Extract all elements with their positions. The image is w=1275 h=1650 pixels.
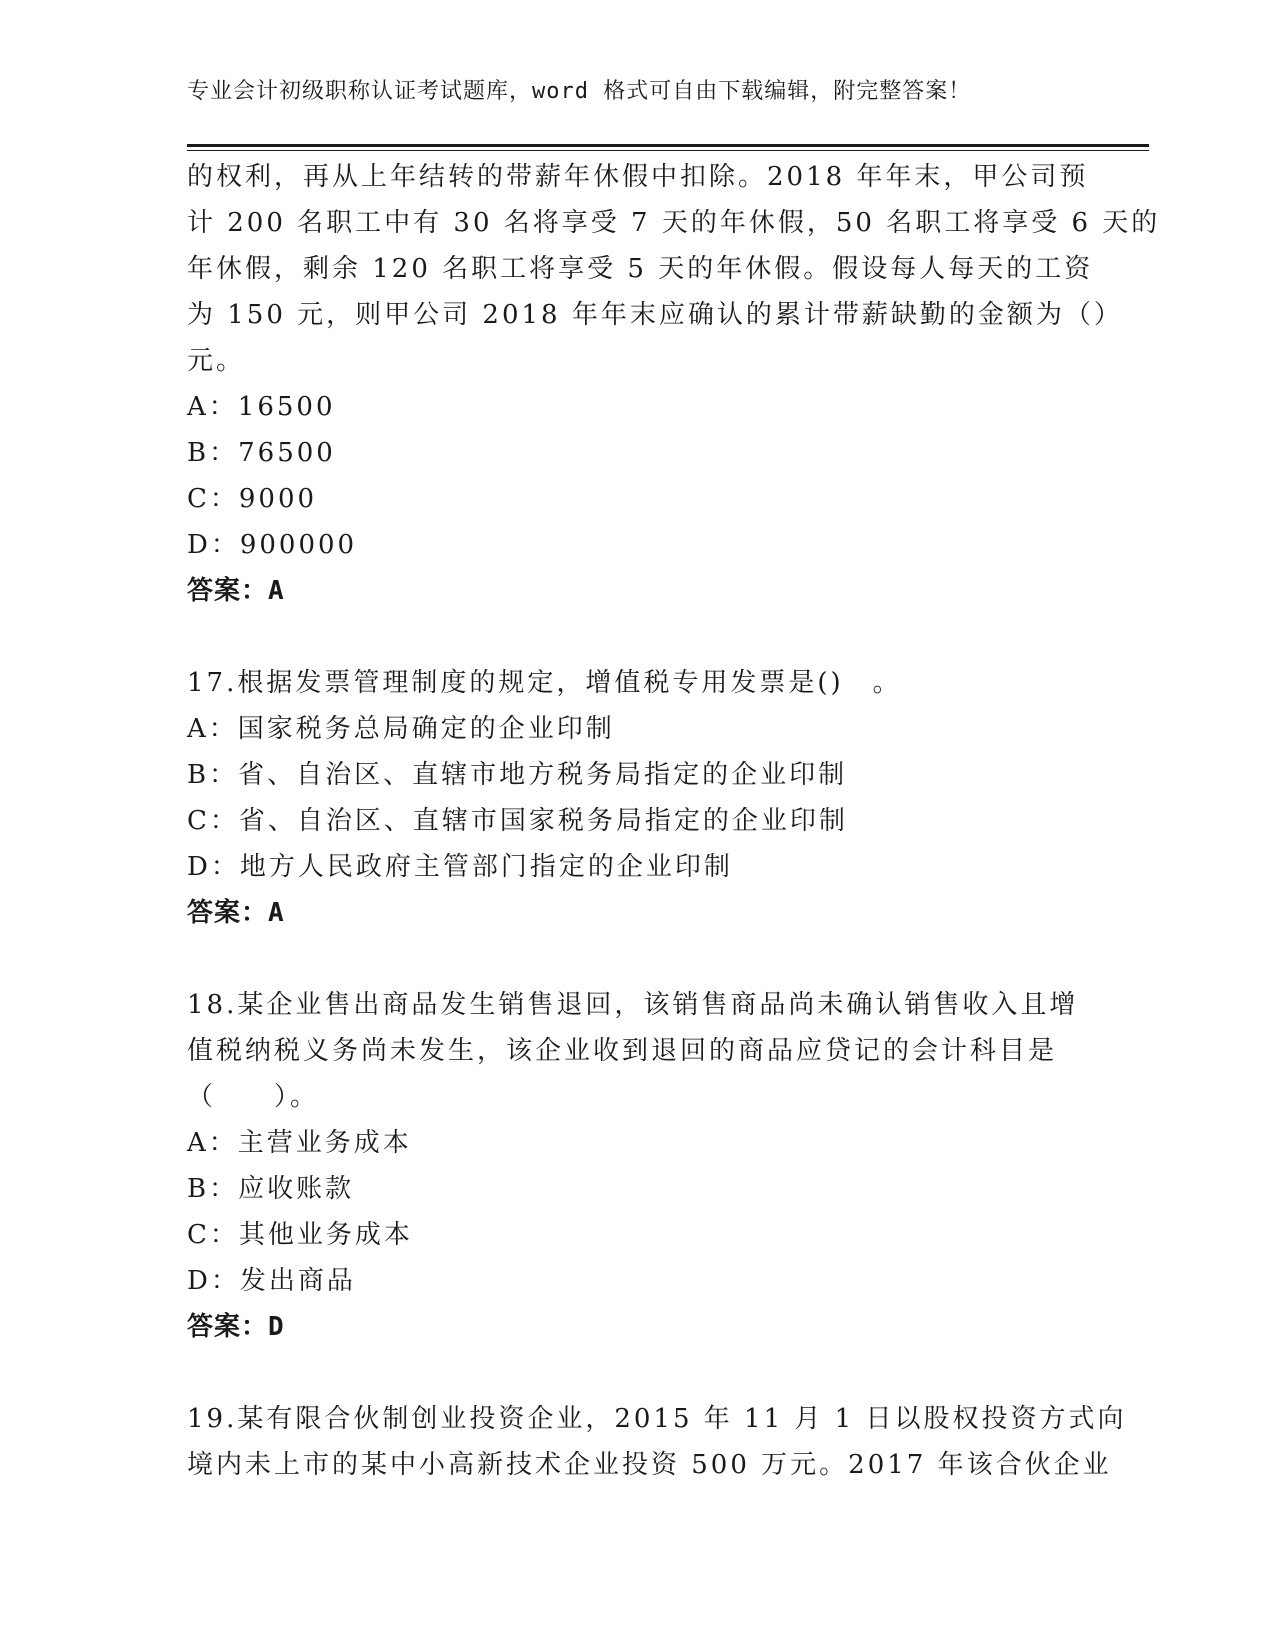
question-18 [187, 982, 1087, 1350]
spacer [187, 614, 1087, 660]
option-a: A：国家税务总局确定的企业印制 [187, 714, 615, 744]
question-text-line: 元。 [187, 346, 246, 376]
question-text-line: 18.某企业售出商品发生销售退回，该销售商品尚未确认销售收入且增 [187, 990, 1079, 1020]
question-text-line: 值税纳税义务尚未发生，该企业收到退回的商品应贷记的会计科目是 [187, 1036, 1058, 1066]
question-text-line: 计 200 名职工中有 30 名将享受 7 天的年休假，50 名职工将享受 6 天的 [187, 208, 1161, 238]
question-text-line: 境内未上市的某中小高新技术企业投资 500 万元。2017 年该合伙企业 [187, 1450, 1112, 1480]
spacer [187, 1350, 1087, 1396]
question-text-line: （ ）。 [187, 1082, 320, 1112]
header-rule-thin [187, 150, 1149, 151]
question-16 [187, 154, 1161, 614]
question-19 [187, 1396, 1127, 1488]
option-d: D：地方人民政府主管部门指定的企业印制 [187, 852, 733, 882]
option-c: C：省、自治区、直辖市国家税务局指定的企业印制 [187, 806, 848, 836]
answer-label: 答案：A [187, 576, 285, 606]
document-content [187, 154, 1161, 1488]
answer-label: 答案：D [187, 1312, 285, 1342]
answer-label: 答案：A [187, 898, 285, 928]
option-b: B：省、自治区、直辖市地方税务局指定的企业印制 [187, 760, 848, 790]
page-header: 专业会计初级职称认证考试题库，word 格式可自由下载编辑，附完整答案！ [187, 79, 972, 104]
option-d: D：900000 [187, 530, 358, 560]
question-17 [187, 660, 1087, 936]
question-text-line: 为 150 元，则甲公司 2018 年年末应确认的累计带薪缺勤的金额为（） [187, 300, 1123, 330]
option-d: D：发出商品 [187, 1266, 356, 1296]
option-b: B：应收账款 [187, 1174, 355, 1204]
header-rule-thick [187, 144, 1149, 147]
question-text-line: 17.根据发票管理制度的规定，增值税专用发票是() 。 [187, 668, 902, 698]
question-text-line: 19.某有限合伙制创业投资企业，2015 年 11 月 1 日以股权投资方式向 [187, 1404, 1127, 1434]
option-b: B：76500 [187, 438, 336, 468]
option-c: C：其他业务成本 [187, 1220, 413, 1250]
option-a: A：16500 [187, 392, 336, 422]
spacer [187, 936, 1087, 982]
option-a: A：主营业务成本 [187, 1128, 412, 1158]
option-c: C：9000 [187, 484, 318, 514]
question-text-line: 的权利，再从上年结转的带薪年休假中扣除。2018 年年末，甲公司预 [187, 162, 1089, 192]
question-text-line: 年休假，剩余 120 名职工将享受 5 天的年休假。假设每人每天的工资 [187, 254, 1094, 284]
